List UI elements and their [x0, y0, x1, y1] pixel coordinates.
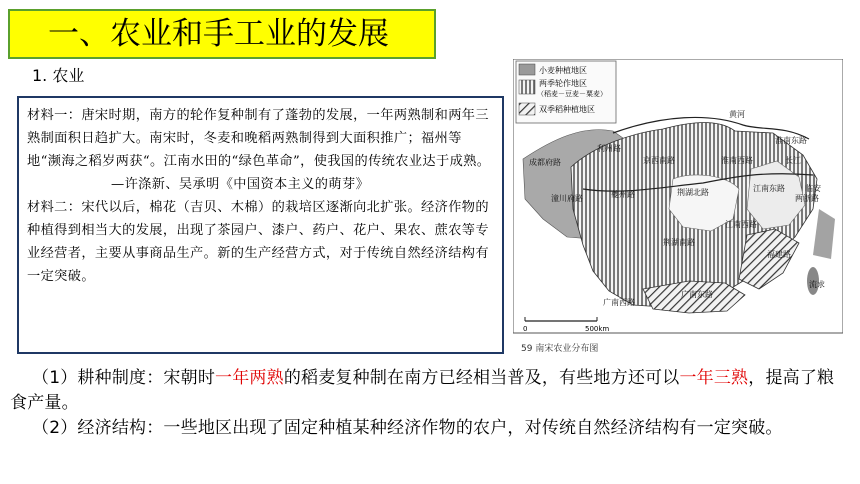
scale-label: 500km	[585, 325, 610, 333]
label-chengdu: 成都府路	[529, 158, 561, 167]
legend-wheat-label: 小麦种植地区	[539, 66, 587, 75]
point-one-highlight-1: 一年两熟	[215, 368, 284, 388]
section-title: 一、农业和手工业的发展	[8, 9, 436, 59]
label-lizhou: 利州路	[597, 144, 621, 153]
label-jiangnan-west: 江南西路	[725, 220, 757, 229]
label-changjiang: 长江	[785, 156, 801, 165]
map-caption: 59 南宋农业分布图	[521, 344, 599, 354]
label-jinghu-north: 荆湖北路	[677, 188, 709, 197]
point-one	[10, 366, 850, 416]
legend-rotation-sub: （稻麦－豆麦－粟麦）	[537, 90, 607, 98]
legend-double-rice-label: 双季稻种植地区	[539, 105, 595, 114]
label-huainan-west: 淮南西路	[721, 156, 753, 165]
label-jingxi: 京西南路	[643, 156, 675, 165]
label-liangzhe: 两浙路	[795, 194, 819, 203]
point-one-b: 的稻麦复种制在南方已经相当普及，有些地方还可以	[283, 368, 680, 388]
point-one-c: ，提高了粮食产量。	[10, 368, 835, 413]
legend-wheat-swatch	[519, 64, 535, 75]
material-one-source: —许涤新、吴承明《中国资本主义的萌芽》	[111, 177, 370, 192]
label-kuizhou: 夔州路	[611, 190, 635, 199]
label-liuqiu: 流求	[809, 280, 825, 289]
label-fujian: 福建路	[767, 250, 791, 259]
legend-double-rice-swatch	[519, 103, 535, 115]
legend-rotation-label: 两季轮作地区	[539, 79, 587, 88]
point-two: （2）经济结构：一些地区出现了固定种植某种经济作物的农户，对传统自然经济结构有一定突破。	[32, 418, 783, 438]
summary-points	[10, 366, 850, 441]
subsection-heading: 1. 农业	[32, 66, 85, 85]
material-two-text: 材料二：宋代以后，棉花（吉贝、木棉）的栽培区逐渐向北扩张。经济作物的种植得到相当大的发展，出现了茶园户、漆户、药户、花户、果农、蔗农等专业经营者，主要从事商品生产。新的生产经营方式，对于传统自然经济结构有一定突破。	[27, 200, 489, 284]
label-jiangnan-east: 江南东路	[753, 184, 785, 193]
label-huanghe: 黄河	[729, 110, 745, 119]
label-jinghu-south: 荆湖南路	[663, 238, 695, 247]
map-legend	[516, 61, 616, 123]
point-one-highlight-2: 一年三熟	[679, 368, 749, 388]
label-guangnan-east: 广南东路	[681, 290, 713, 299]
label-guangnan-west: 广南西路	[603, 298, 635, 307]
legend-rotation-swatch	[519, 80, 535, 94]
agriculture-map	[513, 59, 843, 361]
point-one-a: （1）耕种制度：宋朝时	[32, 368, 216, 388]
label-linan: 临安	[805, 184, 821, 193]
label-tongchuan: 潼川府路	[551, 194, 583, 203]
material-box	[17, 96, 504, 354]
material-one-text: 材料一：唐宋时期，南方的轮作复种制有了蓬勃的发展，一年两熟制和两年三熟制面积日趋扩大。南宋时，冬麦和晚稻两熟制得到大面积推广；福州等地“濒海之稻岁两获“。江南水田的“绿色革命”，使我国的传统农业达于成熟。	[27, 108, 491, 169]
label-huainan-east: 淮南东路	[775, 136, 807, 145]
scale-zero: 0	[523, 325, 528, 333]
